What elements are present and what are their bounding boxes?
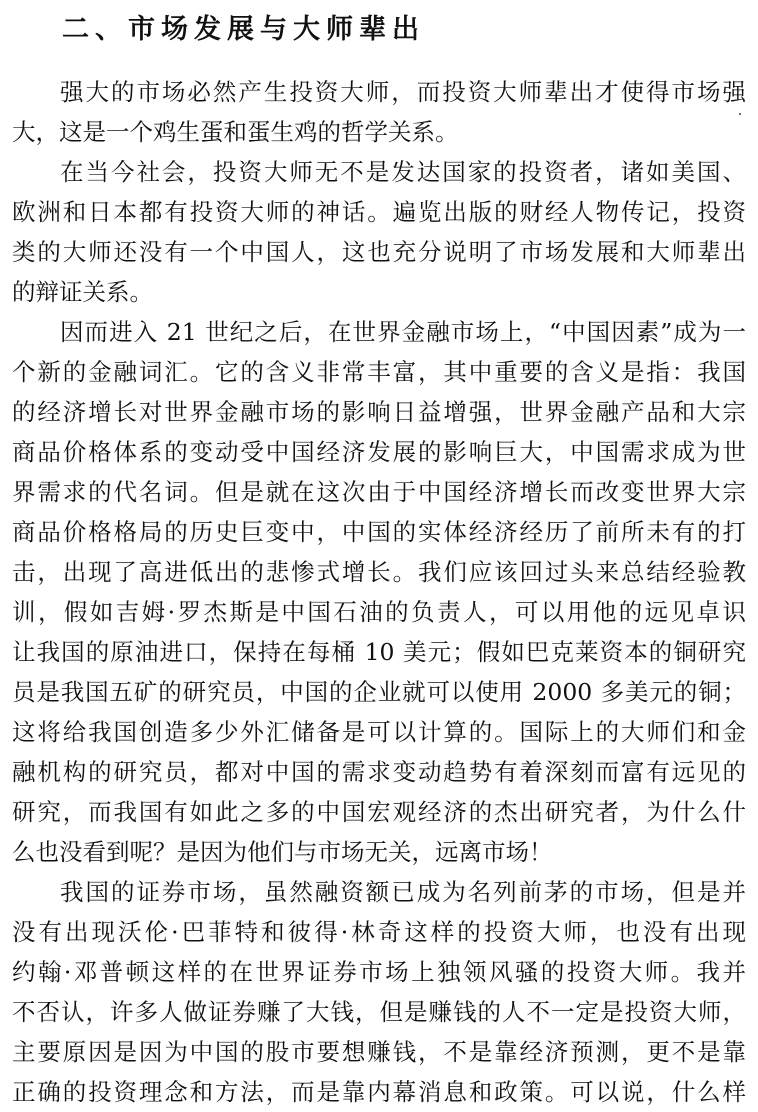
text-line: 类的大师还没有一个中国人，这也充分说明了市场发展和大师辈出: [12, 238, 746, 266]
text-line: 商品价格格局的历史巨变中，中国的实体经济经历了前所未有的打: [12, 518, 746, 546]
text-line: 我国的证券市场，虽然融资额已成为名列前茅的市场，但是并: [60, 878, 746, 906]
text-line: 正确的投资理念和方法，而是靠内幕消息和政策。可以说，什么样: [12, 1078, 746, 1106]
text-line: 研究，而我国有如此之多的中国宏观经济的杰出研究者，为什么什: [12, 798, 746, 826]
text-line: 因而进入 21 世纪之后，在世界金融市场上，“中国因素”成为一: [60, 318, 746, 346]
text-line: 界需求的代名词。但是就在这次由于中国经济增长而改变世界大宗: [12, 478, 746, 506]
text-line: 强大的市场必然产生投资大师，而投资大师辈出才使得市场强: [60, 78, 746, 106]
text-line: 不否认，许多人做证券赚了大钱，但是赚钱的人不一定是投资大师，: [12, 998, 746, 1026]
text-line: 在当今社会，投资大师无不是发达国家的投资者，诸如美国、: [60, 158, 746, 186]
text-line: 商品价格体系的变动受中国经济发展的影响巨大，中国需求成为世: [12, 438, 746, 466]
section-heading: 二、市场发展与大师辈出: [62, 14, 425, 45]
text-line: 没有出现沃伦·巴菲特和彼得·林奇这样的投资大师，也没有出现: [12, 918, 746, 946]
text-line: 员是我国五矿的研究员，中国的企业就可以使用 2000 多美元的铜；: [12, 678, 746, 706]
text-line: 的辩证关系。: [12, 278, 153, 306]
text-line: 么也没看到呢？是因为他们与市场无关，远离市场！: [12, 838, 553, 866]
text-line: 击，出现了高进低出的悲惨式增长。我们应该回过头来总结经验教: [12, 558, 746, 586]
text-line: 这将给我国创造多少外汇储备是可以计算的。国际上的大师们和金: [12, 718, 746, 746]
text-line: 的经济增长对世界金融市场的影响日益增强，世界金融产品和大宗: [12, 398, 746, 426]
text-line: 欧洲和日本都有投资大师的神话。遍览出版的财经人物传记，投资: [12, 198, 746, 226]
text-line: 大，这是一个鸡生蛋和蛋生鸡的哲学关系。: [12, 118, 459, 146]
text-line: 主要原因是因为中国的股市要想赚钱，不是靠经济预测，更不是靠: [12, 1038, 746, 1066]
text-line: 训，假如吉姆·罗杰斯是中国石油的负责人，可以用他的远见卓识: [12, 598, 746, 626]
text-line: 让我国的原油进口，保持在每桶 10 美元；假如巴克莱资本的铜研究: [12, 638, 746, 666]
text-line: 个新的金融词汇。它的含义非常丰富，其中重要的含义是指：我国: [12, 358, 746, 386]
text-line: 约翰·邓普顿这样的在世界证券市场上独领风骚的投资大师。我并: [12, 958, 746, 986]
text-line: 融机构的研究员，都对中国的需求变动趋势有着深刻而富有远见的: [12, 758, 746, 786]
